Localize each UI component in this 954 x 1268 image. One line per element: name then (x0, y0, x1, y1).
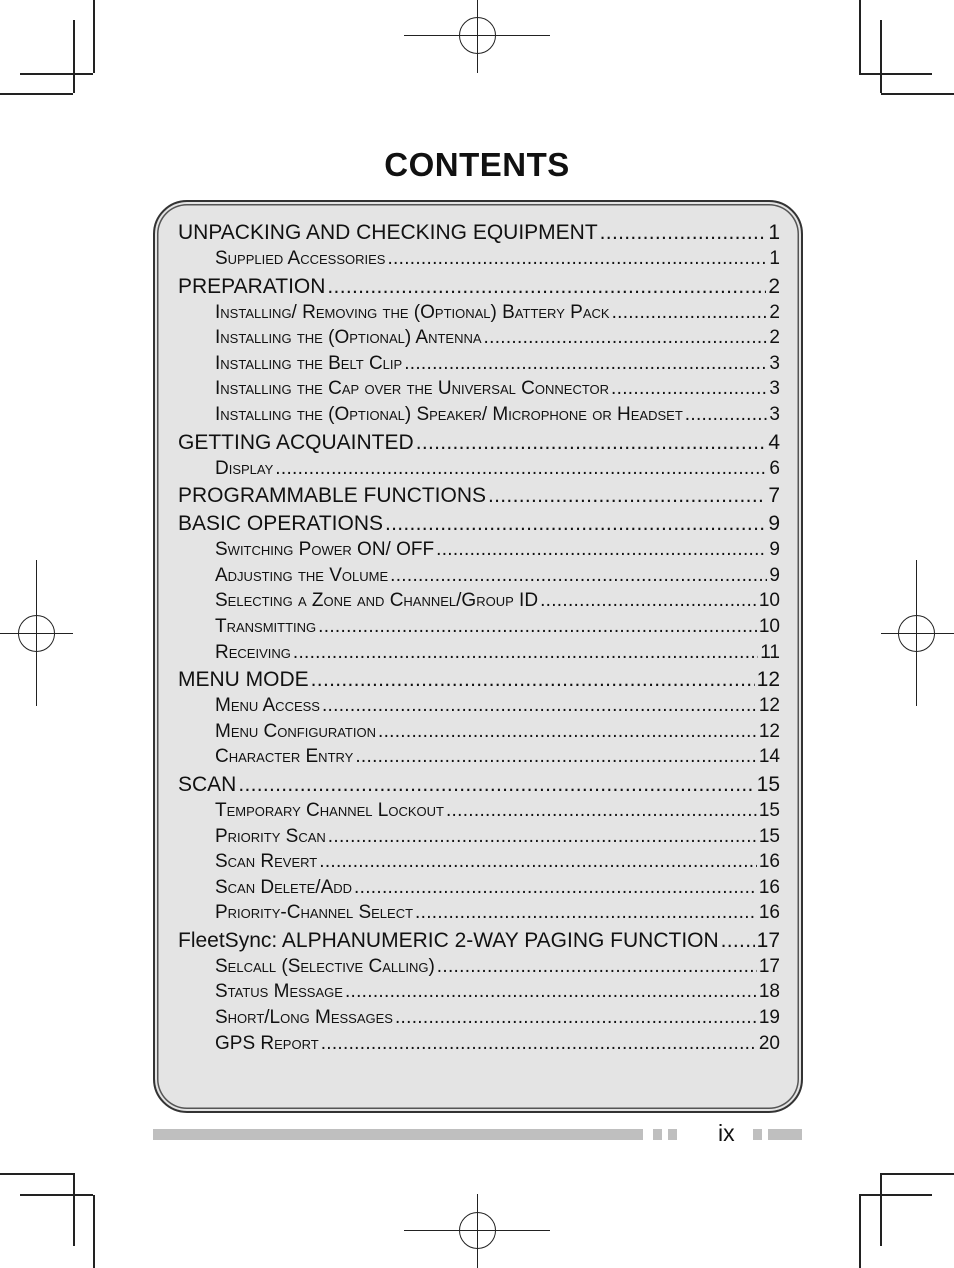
dot-leader (319, 849, 757, 875)
toc-page-number: 12 (756, 668, 780, 692)
toc-entry-title: Character Entry (215, 746, 354, 768)
toc-page-number: 3 (769, 352, 780, 374)
toc-entry-title: Installing the (Optional) Speaker/ Microphone or Headset (215, 403, 683, 425)
dot-leader (416, 429, 767, 456)
toc-entry-title: Adjusting the Volume (215, 564, 389, 586)
toc-subsection (178, 693, 780, 719)
toc-subsection (178, 719, 780, 745)
toc-entry-title: UNPACKING AND CHECKING EQUIPMENT (178, 221, 598, 244)
toc-section (178, 273, 780, 300)
toc-subsection (178, 798, 780, 824)
toc-entry-title: Priority-Channel Select (215, 902, 414, 924)
toc-entry-title: Status Message (215, 981, 343, 1003)
toc-page-number: 14 (758, 746, 780, 768)
toc-entry-title: Display (215, 457, 274, 479)
dot-leader (446, 798, 757, 824)
dot-leader (321, 1031, 757, 1057)
toc-page-number: 3 (769, 403, 780, 425)
toc-page-number: 16 (758, 902, 780, 924)
toc-page-number: 12 (758, 695, 780, 717)
toc-entry-title: GETTING ACQUAINTED (178, 430, 414, 454)
footer-square (668, 1129, 677, 1140)
toc-entry-title: Switching Power ON/ OFF (215, 539, 435, 561)
toc-section (178, 429, 780, 456)
toc-entry-title: Menu Configuration (215, 720, 376, 742)
toc-entry-title: BASIC OPERATIONS (178, 512, 383, 536)
toc-entry-title: Short/Long Messages (215, 1007, 393, 1029)
toc-subsection (178, 954, 780, 980)
toc-page-number: 10 (758, 615, 780, 637)
dot-leader (238, 771, 754, 798)
toc-subsection (178, 614, 780, 640)
toc-page-number: 2 (768, 274, 780, 298)
dot-leader (354, 875, 757, 901)
dot-leader (390, 563, 767, 589)
toc-entry-title: GPS Report (215, 1032, 319, 1054)
dot-leader (685, 402, 768, 428)
crop-mark (859, 73, 932, 75)
dot-leader (387, 246, 767, 272)
toc-page-number: 9 (768, 512, 780, 536)
crop-mark (881, 1173, 954, 1175)
toc-page-number: 19 (758, 1007, 780, 1029)
toc-subsection (178, 537, 780, 563)
toc-entry-title: Menu Access (215, 695, 320, 717)
crop-mark (859, 1195, 861, 1268)
dot-leader (436, 537, 767, 563)
dot-leader (385, 510, 766, 537)
toc-page-number: 20 (758, 1032, 780, 1054)
toc-section (178, 927, 780, 954)
dot-leader (293, 640, 758, 666)
toc-entry-title: Installing the (Optional) Antenna (215, 327, 482, 349)
toc-subsection (178, 563, 780, 589)
dot-leader (540, 588, 757, 614)
dot-leader (355, 744, 757, 770)
toc-page-number: 12 (758, 720, 780, 742)
registration-circle (18, 615, 55, 652)
toc-page-number: 11 (760, 641, 780, 663)
toc-entry-title: Scan Revert (215, 851, 318, 873)
dot-leader (612, 300, 768, 326)
toc-entry-title: Installing the Cap over the Universal Connector (215, 378, 610, 400)
toc-section (178, 771, 780, 798)
footer-square (653, 1129, 662, 1140)
toc-subsection (178, 1005, 780, 1031)
toc-subsection (178, 376, 780, 402)
dot-leader (600, 219, 767, 246)
dot-leader (404, 351, 767, 377)
toc-subsection (178, 246, 780, 272)
dot-leader (378, 719, 757, 745)
toc-page-number: 16 (758, 876, 780, 898)
page-title: CONTENTS (384, 146, 570, 183)
toc-subsection (178, 456, 780, 482)
toc-page-number: 2 (769, 301, 780, 323)
toc-entry-title: Transmitting (215, 615, 317, 637)
dot-leader (395, 1005, 757, 1031)
toc-section (178, 666, 780, 693)
toc-page-number: 2 (769, 327, 780, 349)
dot-leader (484, 325, 768, 351)
dot-leader (437, 954, 757, 980)
registration-circle (459, 17, 496, 54)
toc-section (178, 482, 780, 509)
toc-entry-title: PROGRAMMABLE FUNCTIONS (178, 484, 487, 508)
toc-page-number: 15 (756, 772, 780, 796)
toc-entry-title: Selcall (Selective Calling) (215, 955, 435, 977)
crop-mark (93, 0, 95, 73)
toc-entry-title: Supplied Accessories (215, 248, 386, 269)
crop-mark (93, 1195, 95, 1268)
dot-leader (311, 666, 755, 693)
toc-subsection (178, 402, 780, 428)
toc-page-number: 9 (769, 539, 780, 561)
toc-page-number: 7 (768, 484, 780, 508)
dot-leader (415, 900, 757, 926)
toc-subsection (178, 300, 780, 326)
toc-subsection (178, 351, 780, 377)
footer-bar-left (153, 1129, 643, 1140)
toc-page-number: 3 (769, 378, 780, 400)
dot-leader (318, 614, 757, 640)
toc-subsection (178, 849, 780, 875)
dot-leader (322, 693, 757, 719)
toc-subsection (178, 1031, 780, 1057)
toc-page-number: 4 (768, 430, 780, 454)
toc-page-number: 16 (758, 851, 780, 873)
crop-mark (20, 1194, 93, 1196)
crop-mark (0, 93, 73, 95)
toc-subsection (178, 979, 780, 1005)
registration-circle (459, 1212, 496, 1249)
crop-mark (859, 0, 861, 73)
crop-mark (880, 20, 882, 93)
crop-mark (881, 93, 954, 95)
page-number: ix (718, 1120, 735, 1146)
toc-subsection (178, 824, 780, 850)
toc-entry-title: Priority Scan (215, 825, 326, 847)
crop-mark (20, 73, 93, 75)
crop-mark (880, 1173, 882, 1246)
footer-bar-right (768, 1129, 802, 1140)
footer-square (753, 1129, 762, 1140)
toc-entry-title: FleetSync: ALPHANUMERIC 2-WAY PAGING FUNCTION (178, 928, 719, 952)
dot-leader (327, 273, 766, 300)
dot-leader (721, 927, 755, 954)
toc-subsection (178, 640, 780, 666)
toc-subsection (178, 588, 780, 614)
toc-entry-title: Installing the Belt Clip (215, 352, 403, 374)
dot-leader (275, 456, 767, 482)
registration-circle (898, 615, 935, 652)
toc-page-number: 15 (758, 799, 780, 821)
toc-page-number: 18 (758, 981, 780, 1003)
toc-entry-title: Installing/ Removing the (Optional) Battery Pack (215, 301, 610, 323)
toc-section (178, 510, 780, 537)
toc-subsection (178, 744, 780, 770)
toc-page-number: 15 (758, 825, 780, 847)
toc-section (178, 219, 780, 246)
toc-page-number: 1 (769, 248, 780, 269)
toc-entry-title: SCAN (178, 772, 237, 796)
toc-subsection (178, 875, 780, 901)
toc-entry-title: PREPARATION (178, 274, 326, 298)
toc-page-number: 10 (758, 590, 780, 612)
toc-page-number: 17 (756, 928, 780, 952)
toc-entry-title: Scan Delete/Add (215, 876, 353, 898)
toc-entry-title: MENU MODE (178, 668, 309, 692)
toc-entry-title: Selecting a Zone and Channel/Group ID (215, 590, 539, 612)
dot-leader (611, 376, 767, 402)
crop-mark (73, 20, 75, 93)
toc-page-number: 17 (758, 955, 780, 977)
dot-leader (488, 482, 766, 509)
crop-mark (73, 1173, 75, 1246)
crop-mark (0, 1173, 73, 1175)
toc-subsection (178, 325, 780, 351)
toc-entry-title: Receiving (215, 641, 291, 663)
toc-page-number: 9 (769, 564, 780, 586)
dot-leader (345, 979, 757, 1005)
toc-subsection (178, 900, 780, 926)
toc-entry-title: Temporary Channel Lockout (215, 799, 444, 821)
crop-mark (859, 1194, 932, 1196)
dot-leader (328, 824, 757, 850)
table-of-contents (178, 218, 780, 1056)
toc-page-number: 6 (769, 457, 780, 479)
toc-page-number: 1 (768, 221, 780, 244)
